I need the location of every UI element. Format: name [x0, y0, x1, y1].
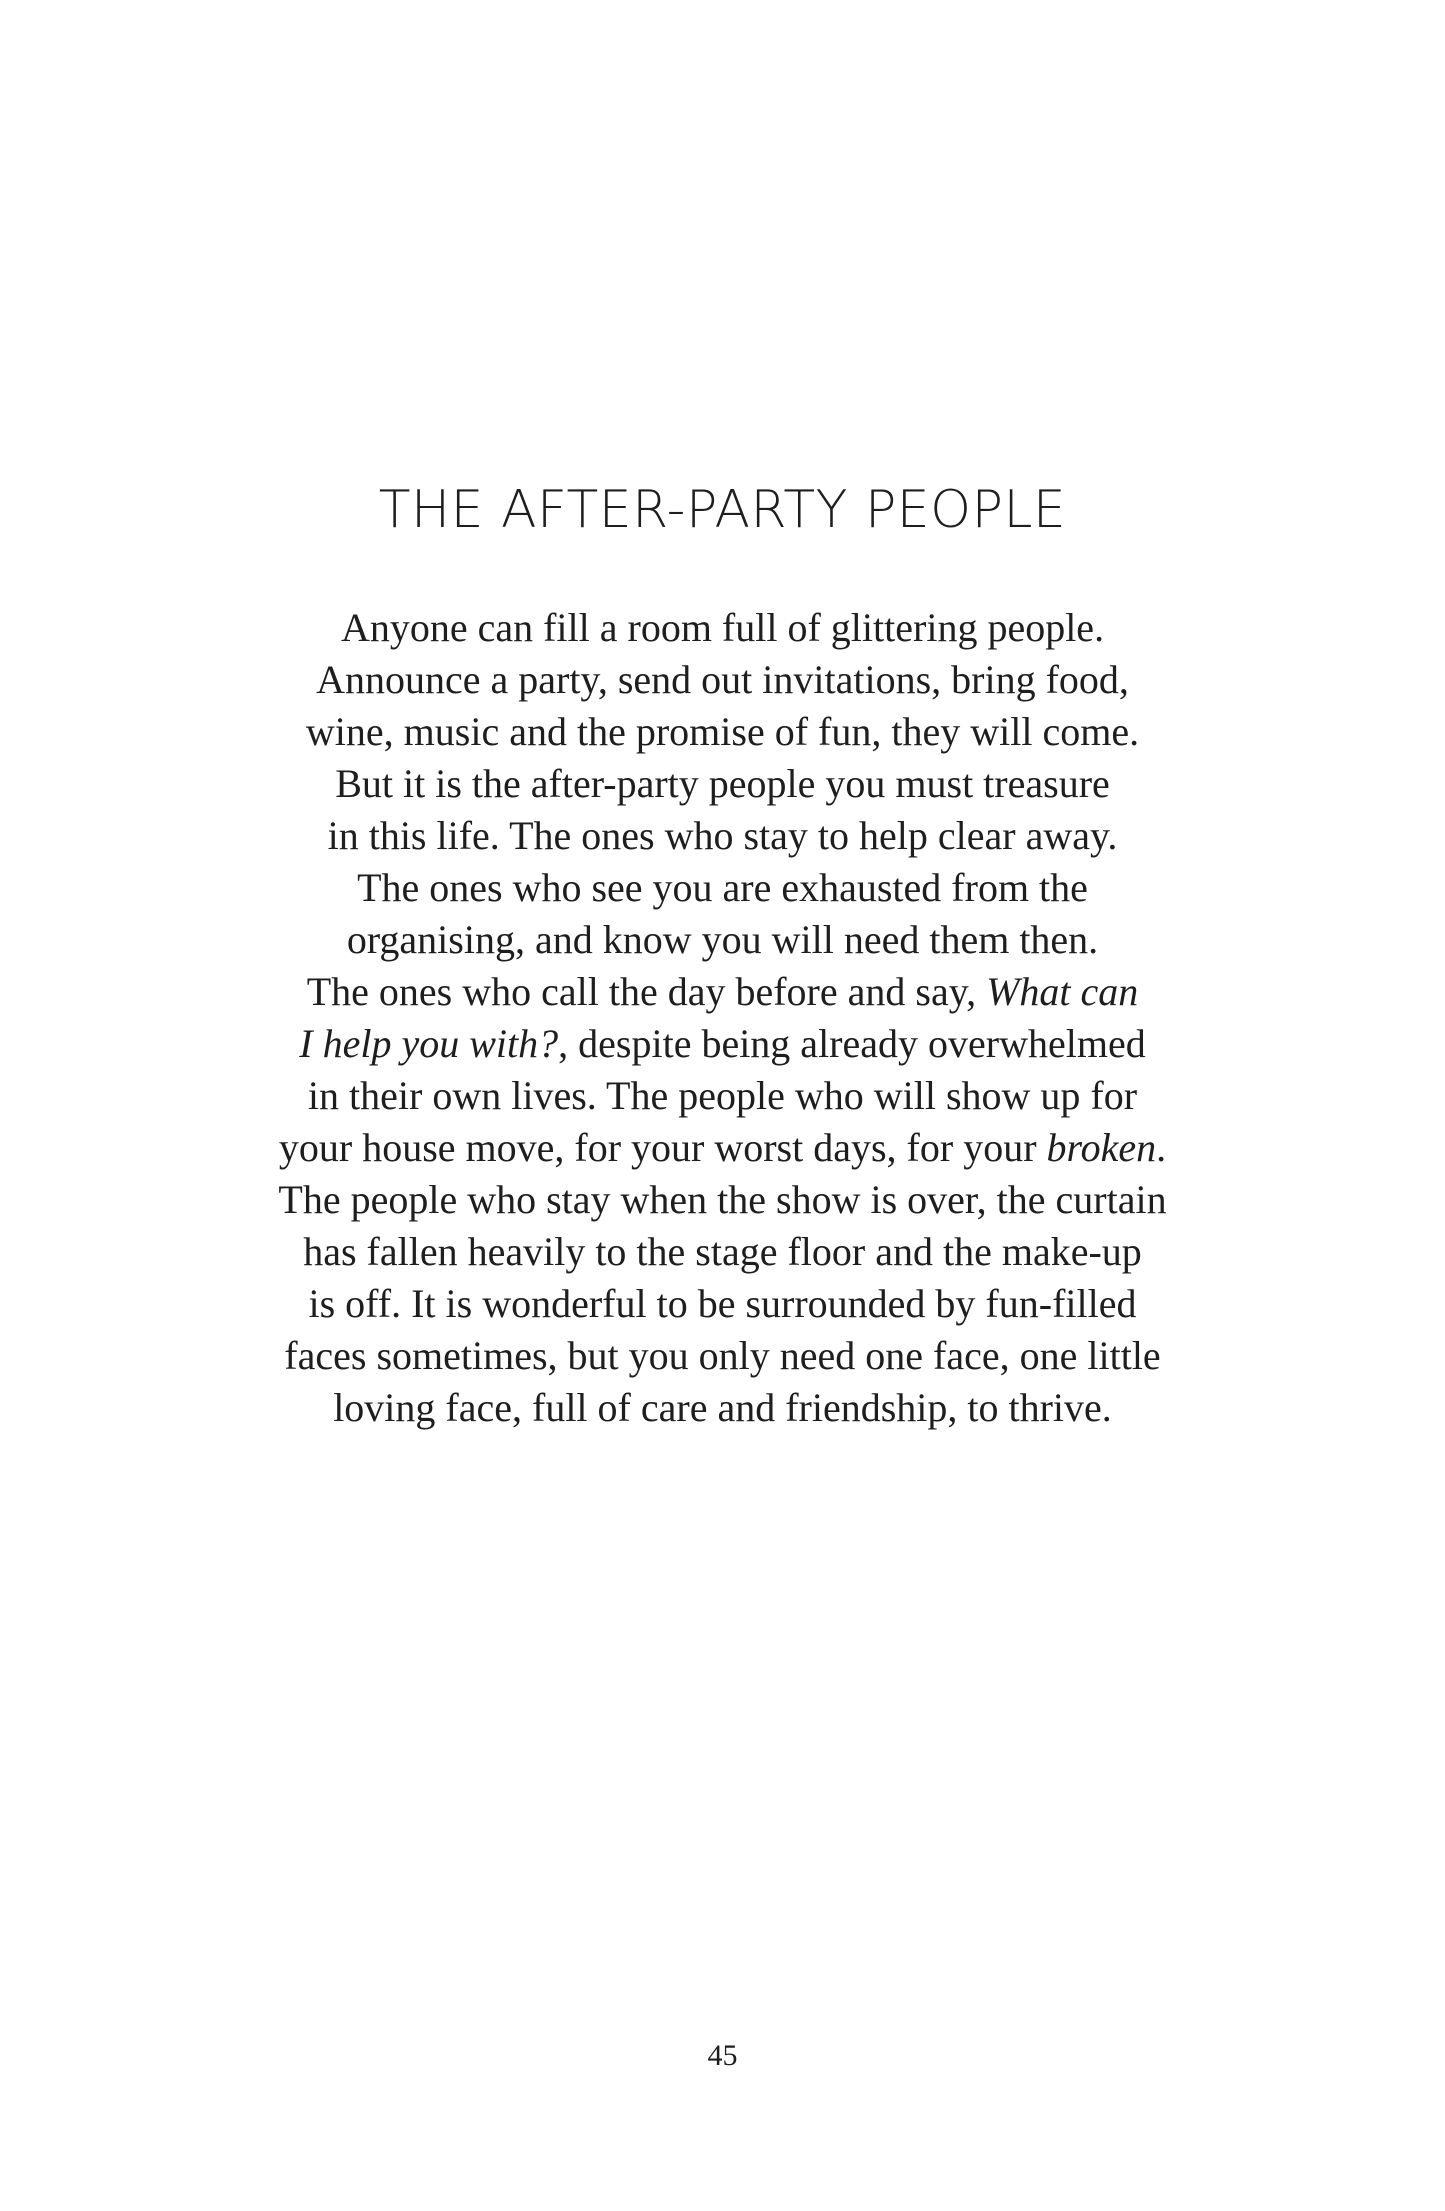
text-line: organising, and know you will need them then.	[346, 917, 1099, 962]
text-line: Anyone can fill a room full of glittering people.	[340, 605, 1105, 650]
text-line: But it is the after-party people you must treasure	[335, 761, 1110, 806]
text-line: faces sometimes, but you only need one face, one little	[284, 1333, 1161, 1378]
text-line	[0, 1018, 1445, 1070]
text-line	[0, 966, 1445, 1018]
text-line: in their own lives. The people who will show up for	[307, 1073, 1138, 1118]
text-segment: .	[1156, 1125, 1167, 1170]
text-line: Announce a party, send out invitations, bring food,	[316, 657, 1129, 702]
italic-text: I help you with?	[299, 1021, 559, 1066]
text-line: wine, music and the promise of fun, they will come.	[305, 709, 1140, 754]
text-line: is off. It is wonderful to be surrounded by fun-filled	[308, 1281, 1137, 1326]
text-line: The ones who see you are exhausted from the	[357, 865, 1088, 910]
italic-text: broken	[1046, 1125, 1157, 1170]
text-segment: your house move, for your worst days, for your	[278, 1125, 1047, 1170]
text-line: in this life. The ones who stay to help clear away.	[327, 813, 1118, 858]
page-number: 45	[707, 2039, 738, 2072]
text-line: The people who stay when the show is over, the curtain	[278, 1177, 1167, 1222]
body-paragraph	[0, 602, 1445, 1434]
italic-text: What can	[986, 969, 1139, 1014]
text-segment: , despite being already overwhelmed	[558, 1021, 1146, 1066]
page-title: THE AFTER-PARTY PEOPLE	[378, 480, 1067, 540]
text-line	[0, 1122, 1445, 1174]
text-line: has fallen heavily to the stage floor and the make-up	[303, 1229, 1142, 1274]
text-segment: The ones who call the day before and say,	[306, 969, 987, 1014]
text-line: loving face, full of care and friendship, to thrive.	[333, 1385, 1112, 1430]
